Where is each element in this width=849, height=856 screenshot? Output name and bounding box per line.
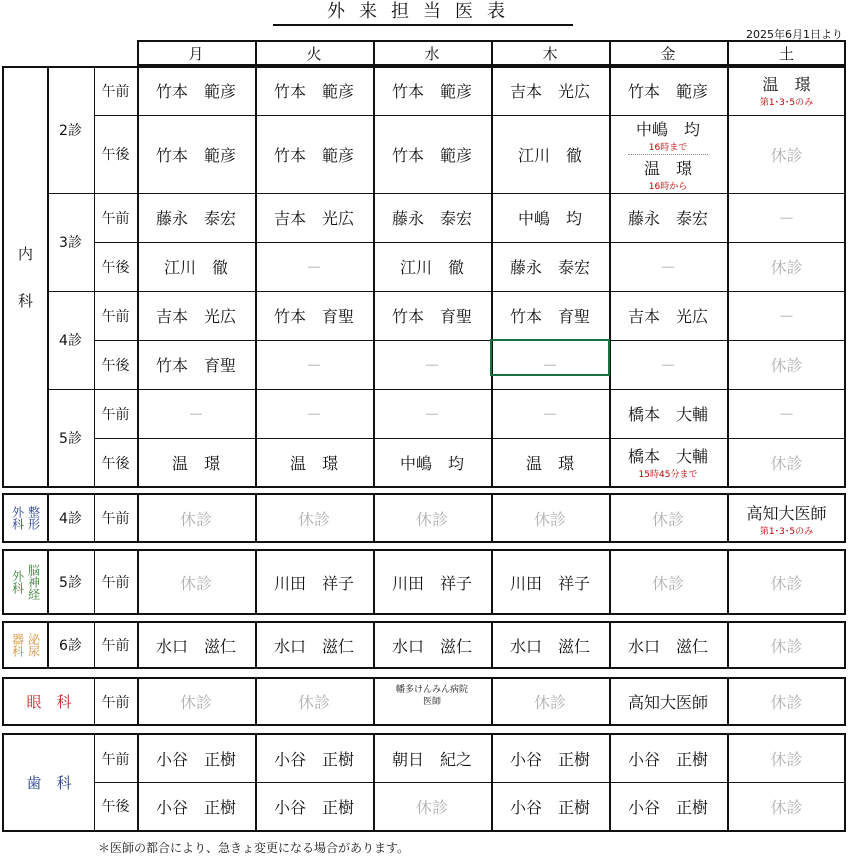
schedule-cell[interactable] [137,782,255,830]
time-slot-label: 午前 [101,308,130,325]
doctor-name: － [778,307,795,326]
time-slot-label: 午後 [101,357,130,374]
doctor-name: 竹本 範彦 [155,82,236,101]
schedule-note: 16時まで [648,142,688,153]
doctor-name: 医師 [422,697,441,707]
schedule-cell[interactable] [373,193,491,242]
time-slot-label: 午前 [101,751,130,768]
dept-shika: 歯 科 [26,774,72,792]
doctor-name: 休診 [770,145,803,165]
doctor-name: 藤永 泰宏 [509,258,590,277]
doctor-name: 竹本 育聖 [391,307,472,326]
schedule-note: 第1･3･5のみ [759,98,814,108]
doctor-name: 水口 滋仁 [509,636,590,656]
schedule-cell[interactable] [727,340,846,389]
schedule-cell[interactable] [137,495,255,541]
doctor-name: － [305,405,322,424]
dept-label-right: 器科 [10,633,25,657]
schedule-cell[interactable] [137,623,255,667]
doctor-name: － [305,258,322,277]
schedule-cell[interactable] [137,438,255,487]
dept-ganka: 眼 科 [26,693,72,711]
schedule-cell[interactable] [609,495,727,541]
schedule-cell[interactable] [255,115,373,193]
time-slot-label: 午前 [101,210,130,227]
doctor-name: 中嶋 均 [517,209,582,228]
schedule-cell[interactable] [255,389,373,438]
time-slot-label: 午前 [101,83,130,100]
doctor-name: 休診 [297,509,330,529]
schedule-cell[interactable] [491,115,609,193]
schedule-cell[interactable] [373,438,491,487]
doctor-name: 小谷 正樹 [155,797,236,817]
doctor-name: 休診 [651,509,684,529]
schedule-cell[interactable] [491,66,609,115]
effective-date: 2025年6月1日より [746,28,843,41]
schedule-cell[interactable] [373,551,491,613]
doctor-name: 中嶋 均 [399,454,464,473]
room-label: 5診 [59,431,82,447]
dept-label-left: 泌尿 [26,633,41,657]
doctor-name: 竹本 育聖 [273,307,354,326]
doctor-name: 休診 [770,258,803,277]
schedule-cell[interactable] [373,340,491,389]
doctor-name: 橋本 大輔 [627,447,708,466]
doctor-name: 休診 [415,797,448,817]
doctor-name: 温 璟 [525,454,574,473]
doctor-name: 休診 [770,750,803,769]
schedule-cell[interactable] [609,679,727,724]
doctor-name: 藤永 泰宏 [391,209,472,228]
doctor-name: － [541,356,558,375]
schedule-cell[interactable] [255,242,373,291]
schedule-cell[interactable] [137,551,255,613]
doctor-name: － [423,356,440,375]
time-slot-label: 午前 [101,575,130,591]
schedule-cell[interactable] [727,679,846,724]
doctor-name: 藤永 泰宏 [155,209,236,228]
room-label: 6診 [59,638,82,654]
grid-line-v [727,41,729,66]
doctor-name: 川田 祥子 [391,573,472,593]
time-slot-label: 午前 [101,511,130,527]
schedule-cell[interactable] [373,782,491,830]
doctor-name: 竹本 範彦 [391,82,472,101]
doctor-name: 水口 滋仁 [627,636,708,656]
doctor-name: 休診 [179,509,212,529]
doctor-name: 橋本 大輔 [627,405,708,424]
schedule-cell[interactable] [727,291,846,340]
schedule-cell[interactable] [255,438,373,487]
schedule-cell[interactable] [727,782,846,830]
footnote: ＊医師の都合により、急きょ変更になる場合があります。 [98,841,410,855]
schedule-cell[interactable] [727,495,846,541]
schedule-cell[interactable] [727,193,846,242]
doctor-name: 休診 [415,509,448,529]
time-slot-label: 午後 [101,147,130,163]
doctor-name: 川田 祥子 [509,573,590,593]
dept-label-right: 外科 [10,506,25,530]
schedule-cell[interactable] [373,495,491,541]
doctor-name: 小谷 正樹 [509,750,590,769]
time-slot-label: 午前 [101,694,130,711]
schedule-cell[interactable] [255,66,373,115]
room-label: 2診 [59,122,82,139]
dept-label-right: 外科 [10,570,25,594]
schedule-cell[interactable] [491,782,609,830]
doctor-name: 休診 [533,693,566,712]
day-header-0: 月 [188,45,204,63]
schedule-cell[interactable] [373,679,491,724]
schedule-cell[interactable] [491,495,609,541]
schedule-cell[interactable] [491,551,609,613]
page-title: 外来担当医表 [273,2,573,26]
grid-line-v [491,41,493,66]
divider [628,154,708,155]
doctor-name: － [541,405,558,424]
schedule-cell[interactable] [491,242,609,291]
doctor-name: － [659,356,676,375]
grid-line-v [609,41,611,66]
schedule-cell[interactable] [609,623,727,667]
time-slot-label: 午前 [101,638,130,654]
doctor-name: 休診 [770,454,803,473]
schedule-cell[interactable] [255,551,373,613]
doctor-name: 温 璟 [762,75,811,94]
schedule-cell[interactable] [137,242,255,291]
schedule-note: 15時45分まで [638,470,698,480]
schedule-cell[interactable] [491,291,609,340]
doctor-name: 休診 [297,693,330,712]
grid-line-v [255,41,257,66]
doctor-name: 水口 滋仁 [391,636,472,656]
day-header-5: 土 [778,45,794,63]
room-label: 5診 [59,575,82,591]
schedule-cell[interactable] [491,389,609,438]
dept-label-left: 整形 [26,506,41,530]
schedule-cell[interactable] [137,735,255,782]
doctor-name: 水口 滋仁 [273,636,354,656]
doctor-name: 休診 [770,356,803,375]
schedule-cell[interactable] [255,193,373,242]
doctor-name: 休診 [770,797,803,817]
doctor-name: 吉本 光広 [155,307,236,326]
schedule-cell[interactable] [255,495,373,541]
schedule-cell[interactable] [373,242,491,291]
grid-line-v [373,41,375,66]
schedule-cell[interactable] [609,782,727,830]
schedule-cell[interactable] [373,735,491,782]
schedule-cell[interactable] [727,115,846,193]
doctor-name: 江川 徹 [517,145,582,165]
room-label: 3診 [59,235,82,251]
doctor-name: 江川 徹 [163,258,228,277]
schedule-cell[interactable] [255,782,373,830]
doctor-name: 竹本 範彦 [627,82,708,101]
doctor-name: 水口 滋仁 [155,636,236,656]
doctor-name: 竹本 育聖 [155,356,236,375]
dept-char: 科 [17,291,33,310]
doctor-name: 竹本 範彦 [273,82,354,101]
doctor-name: 温 璟 [289,454,338,473]
schedule-cell[interactable] [727,551,846,613]
doctor-name: 小谷 正樹 [627,750,708,769]
doctor-name: 中嶋 均 [635,119,700,139]
doctor-name: 高知大医師 [627,693,708,712]
doctor-name: 吉本 光広 [627,307,708,326]
schedule-cell[interactable] [609,66,727,115]
doctor-name: 竹本 範彦 [155,145,236,165]
schedule-cell[interactable] [373,389,491,438]
room-label: 4診 [59,511,82,527]
schedule-cell[interactable] [609,735,727,782]
doctor-name: 休診 [651,573,684,593]
schedule-cell[interactable] [373,66,491,115]
doctor-name: 休診 [179,573,212,593]
time-slot-label: 午後 [101,799,130,815]
doctor-name: 幡多けんみん病院 [395,685,468,695]
day-header-2: 水 [424,45,440,63]
schedule-cell[interactable] [137,66,255,115]
dept-naika [4,66,47,487]
schedule-cell[interactable] [137,115,255,193]
room-label: 4診 [59,333,82,349]
schedule-cell[interactable] [137,340,255,389]
schedule-cell[interactable] [255,623,373,667]
doctor-name: － [778,405,795,424]
doctor-name: 休診 [770,573,803,593]
schedule-cell[interactable] [727,438,846,487]
schedule-cell[interactable] [609,340,727,389]
schedule-cell[interactable] [609,291,727,340]
doctor-name: 小谷 正樹 [273,750,354,769]
schedule-note: 第1･3･5のみ [759,527,814,537]
doctor-name: 竹本 育聖 [509,307,590,326]
doctor-name: 休診 [179,693,212,712]
dept-label-left: 脳神経 [26,564,41,600]
schedule-cell[interactable] [373,291,491,340]
schedule-cell[interactable] [255,291,373,340]
schedule-cell[interactable] [609,115,727,193]
doctor-name: 朝日 紀之 [391,750,472,769]
doctor-name: 吉本 光広 [273,209,354,228]
doctor-name: 竹本 範彦 [273,145,354,165]
doctor-name: 小谷 正樹 [627,797,708,817]
doctor-name: 休診 [533,509,566,529]
schedule-cell[interactable] [491,623,609,667]
day-header-1: 火 [306,45,322,63]
dept-nou [4,551,47,613]
schedule-cell[interactable] [255,679,373,724]
schedule-cell[interactable] [727,623,846,667]
doctor-name: － [423,405,440,424]
schedule-cell[interactable] [727,389,846,438]
doctor-name: 高知大医師 [746,504,827,523]
schedule-cell[interactable] [137,389,255,438]
schedule-cell[interactable] [255,735,373,782]
doctor-name: 小谷 正樹 [273,797,354,817]
schedule-cell[interactable] [491,735,609,782]
schedule-cell[interactable] [609,551,727,613]
schedule-cell[interactable] [373,115,491,193]
selected-cell[interactable] [490,339,610,376]
doctor-name: 小谷 正樹 [509,797,590,817]
schedule-cell[interactable] [491,679,609,724]
schedule-cell[interactable] [255,340,373,389]
schedule-cell[interactable] [137,679,255,724]
doctor-name: 竹本 範彦 [391,145,472,165]
doctor-name: 藤永 泰宏 [627,209,708,228]
doctor-name: 江川 徹 [399,258,464,277]
doctor-name: 休診 [770,693,803,712]
dept-hinyo [4,623,47,667]
doctor-name: － [659,258,676,277]
doctor-name: － [187,405,204,424]
time-slot-label: 午後 [101,259,130,276]
schedule-cell[interactable] [609,193,727,242]
doctor-name: 休診 [770,636,803,656]
doctor-name: 小谷 正樹 [155,750,236,769]
day-header-3: 木 [542,45,558,63]
schedule-cell[interactable] [609,438,727,487]
doctor-name: 温 璟 [171,454,220,473]
schedule-cell[interactable] [137,193,255,242]
schedule-cell[interactable] [373,623,491,667]
doctor-name: 川田 祥子 [273,573,354,593]
schedule-cell[interactable] [609,242,727,291]
doctor-name: 吉本 光広 [509,82,590,101]
schedule-cell[interactable] [137,291,255,340]
dept-seikei [4,495,47,541]
time-slot-label: 午後 [101,455,130,472]
schedule-cell[interactable] [727,66,846,115]
schedule-cell[interactable] [491,193,609,242]
schedule-note: 16時から [648,181,688,192]
time-slot-label: 午前 [101,406,130,423]
schedule-cell[interactable] [491,438,609,487]
doctor-name: － [778,209,795,228]
day-header-4: 金 [660,45,676,63]
doctor-name: 温 璟 [643,158,692,178]
dept-char: 内 [17,244,33,263]
schedule-cell[interactable] [727,735,846,782]
doctor-name: － [305,356,322,375]
schedule-cell[interactable] [727,242,846,291]
schedule-cell[interactable] [609,389,727,438]
